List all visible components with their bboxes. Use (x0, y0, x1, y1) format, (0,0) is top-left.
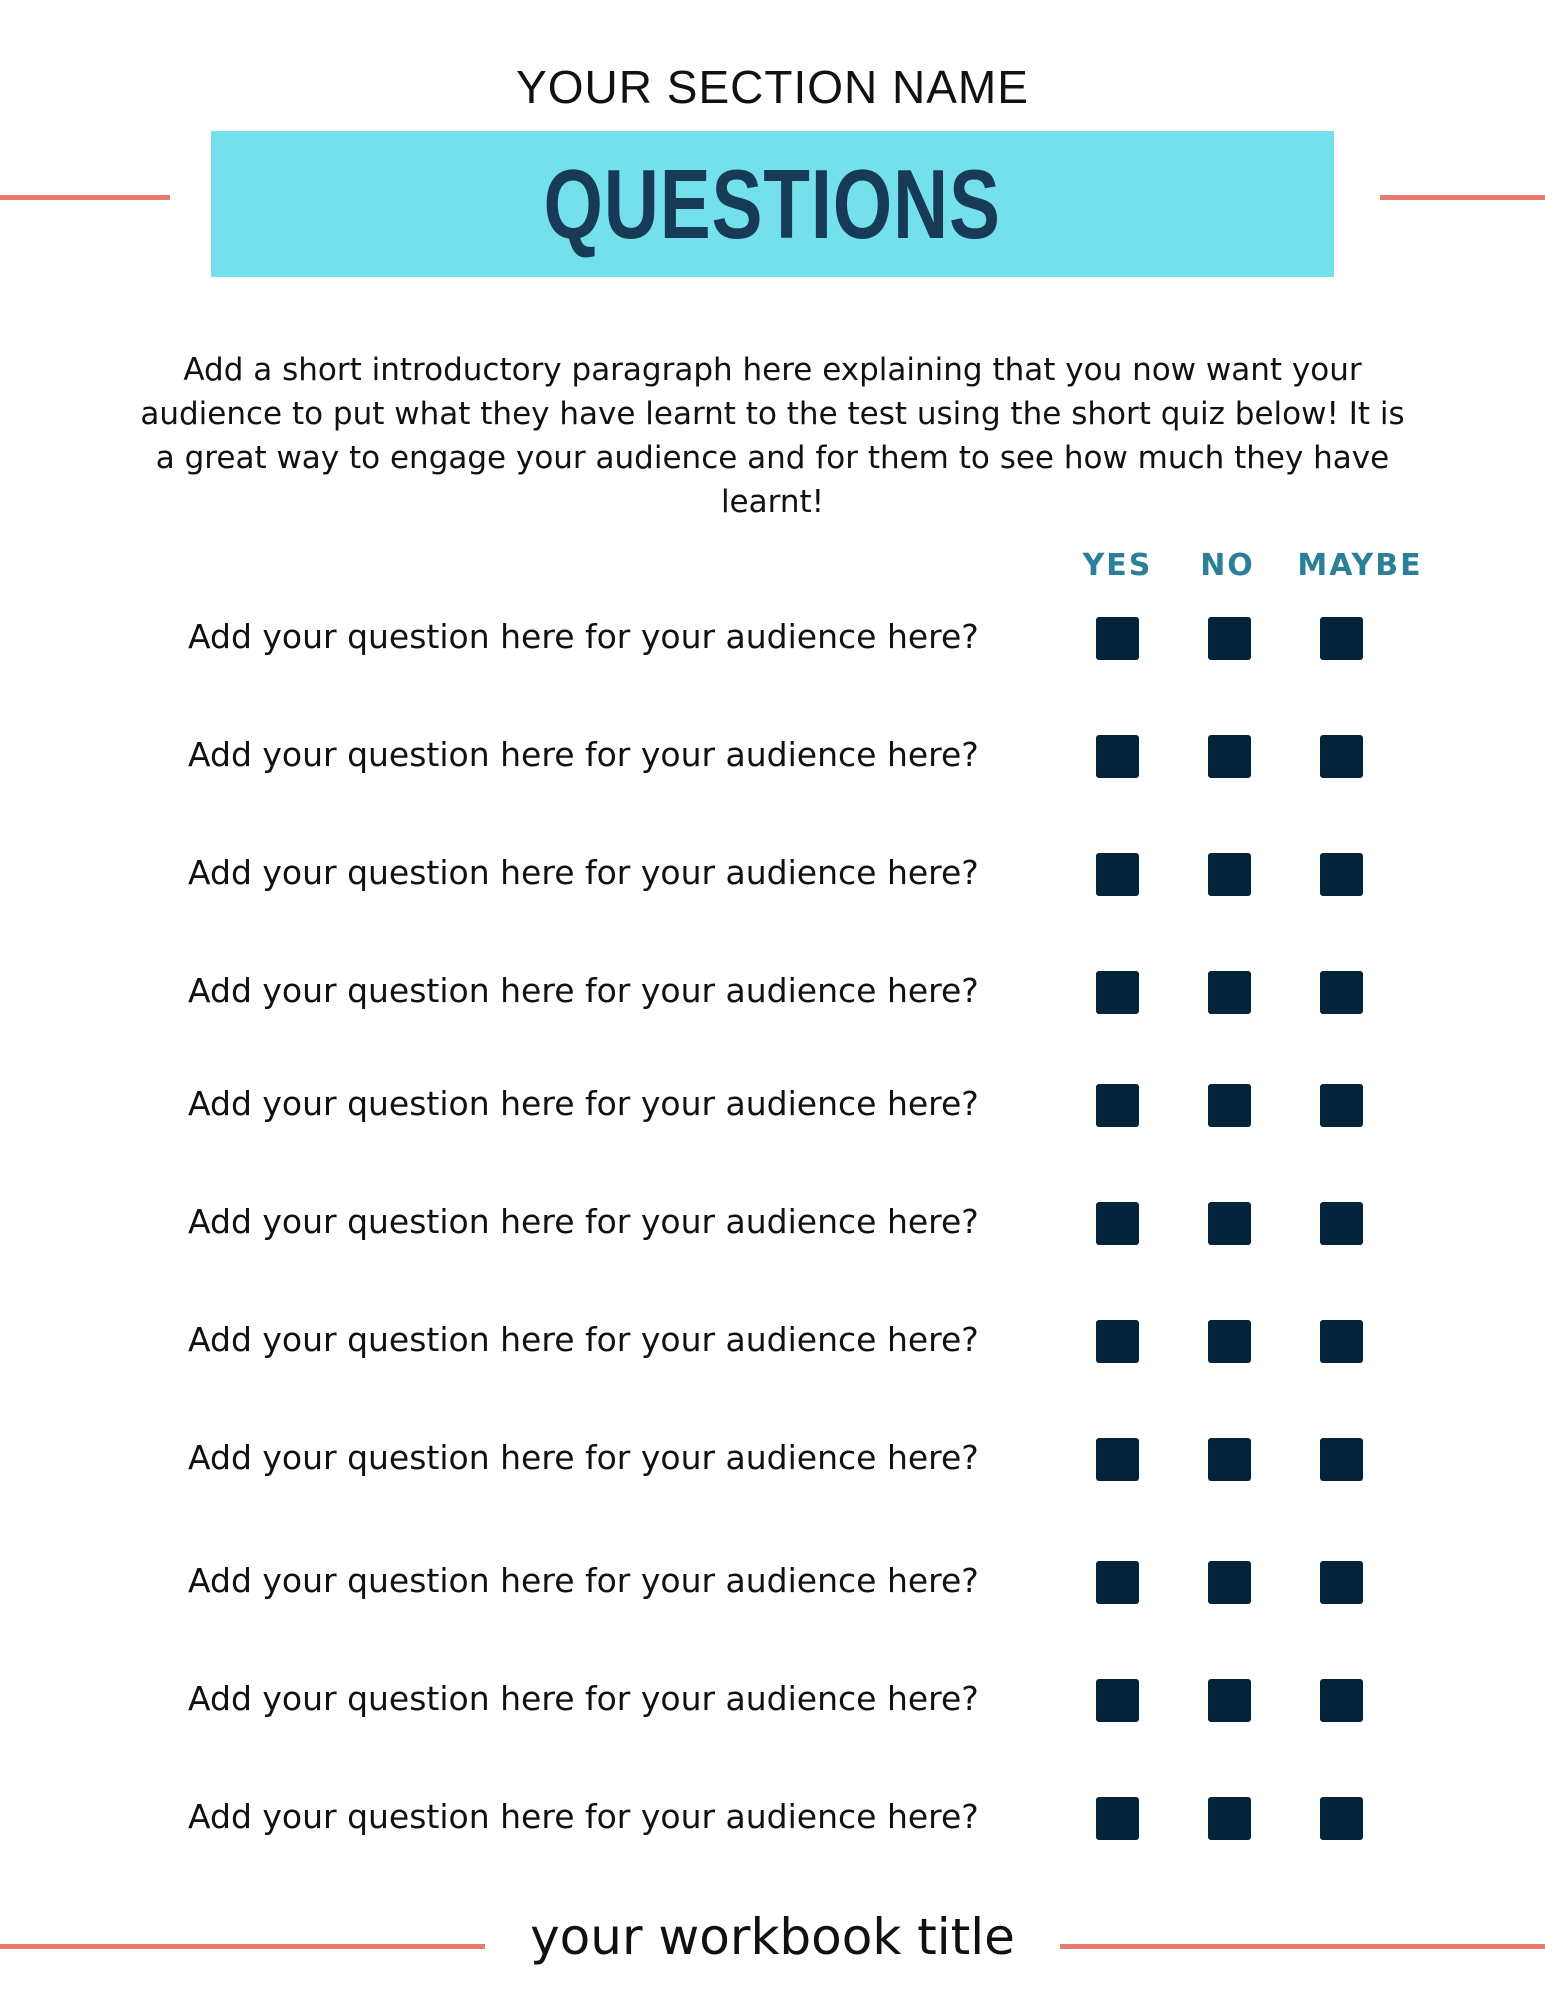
maybe-checkbox[interactable] (1320, 1561, 1363, 1604)
column-header-yes: YES (1082, 548, 1153, 583)
question-row (0, 1669, 1545, 1729)
question-row (0, 607, 1545, 667)
no-checkbox[interactable] (1208, 1679, 1251, 1722)
yes-checkbox[interactable] (1096, 1084, 1139, 1127)
yes-checkbox[interactable] (1096, 853, 1139, 896)
no-checkbox[interactable] (1208, 617, 1251, 660)
maybe-checkbox[interactable] (1320, 1202, 1363, 1245)
maybe-checkbox[interactable] (1320, 617, 1363, 660)
question-text: Add your question here for your audience here? (188, 1679, 979, 1718)
yes-checkbox[interactable] (1096, 735, 1139, 778)
yes-checkbox[interactable] (1096, 1438, 1139, 1481)
maybe-checkbox[interactable] (1320, 1438, 1363, 1481)
question-text: Add your question here for your audience here? (188, 1797, 979, 1836)
no-checkbox[interactable] (1208, 853, 1251, 896)
yes-checkbox[interactable] (1096, 617, 1139, 660)
question-row (0, 961, 1545, 1021)
column-header-maybe: MAYBE (1297, 548, 1423, 583)
question-text: Add your question here for your audience here? (188, 617, 979, 656)
workbook-title: your workbook title (530, 1908, 1015, 1966)
no-checkbox[interactable] (1208, 1561, 1251, 1604)
yes-checkbox[interactable] (1096, 1797, 1139, 1840)
maybe-checkbox[interactable] (1320, 1084, 1363, 1127)
question-text: Add your question here for your audience here? (188, 1202, 979, 1241)
question-row (0, 1428, 1545, 1488)
question-text: Add your question here for your audience here? (188, 1320, 979, 1359)
question-text: Add your question here for your audience here? (188, 1561, 979, 1600)
column-header-no: NO (1200, 548, 1255, 583)
question-row (0, 1192, 1545, 1252)
no-checkbox[interactable] (1208, 1202, 1251, 1245)
yes-checkbox[interactable] (1096, 1679, 1139, 1722)
no-checkbox[interactable] (1208, 1320, 1251, 1363)
yes-checkbox[interactable] (1096, 1202, 1139, 1245)
yes-checkbox[interactable] (1096, 1320, 1139, 1363)
question-row (0, 843, 1545, 903)
page-title: QUESTIONS (543, 148, 1002, 259)
section-name: YOUR SECTION NAME (516, 61, 1029, 113)
question-text: Add your question here for your audience here? (188, 853, 979, 892)
maybe-checkbox[interactable] (1320, 853, 1363, 896)
no-checkbox[interactable] (1208, 971, 1251, 1014)
no-checkbox[interactable] (1208, 735, 1251, 778)
question-text: Add your question here for your audience here? (188, 1084, 979, 1123)
question-row (0, 1787, 1545, 1847)
maybe-checkbox[interactable] (1320, 971, 1363, 1014)
maybe-checkbox[interactable] (1320, 735, 1363, 778)
maybe-checkbox[interactable] (1320, 1679, 1363, 1722)
no-checkbox[interactable] (1208, 1438, 1251, 1481)
question-row (0, 1551, 1545, 1611)
question-text: Add your question here for your audience here? (188, 1438, 979, 1477)
question-row (0, 725, 1545, 785)
question-row (0, 1310, 1545, 1370)
question-text: Add your question here for your audience here? (188, 971, 979, 1010)
maybe-checkbox[interactable] (1320, 1320, 1363, 1363)
yes-checkbox[interactable] (1096, 971, 1139, 1014)
yes-checkbox[interactable] (1096, 1561, 1139, 1604)
maybe-checkbox[interactable] (1320, 1797, 1363, 1840)
no-checkbox[interactable] (1208, 1797, 1251, 1840)
intro-paragraph: Add a short introductory paragraph here explaining that you now want your audience to put what they have learnt to the test using the short quiz below! It is a great way to engage your audience and for them to see how much they have learnt! (140, 352, 1405, 520)
no-checkbox[interactable] (1208, 1084, 1251, 1127)
question-row (0, 1074, 1545, 1134)
question-text: Add your question here for your audience here? (188, 735, 979, 774)
